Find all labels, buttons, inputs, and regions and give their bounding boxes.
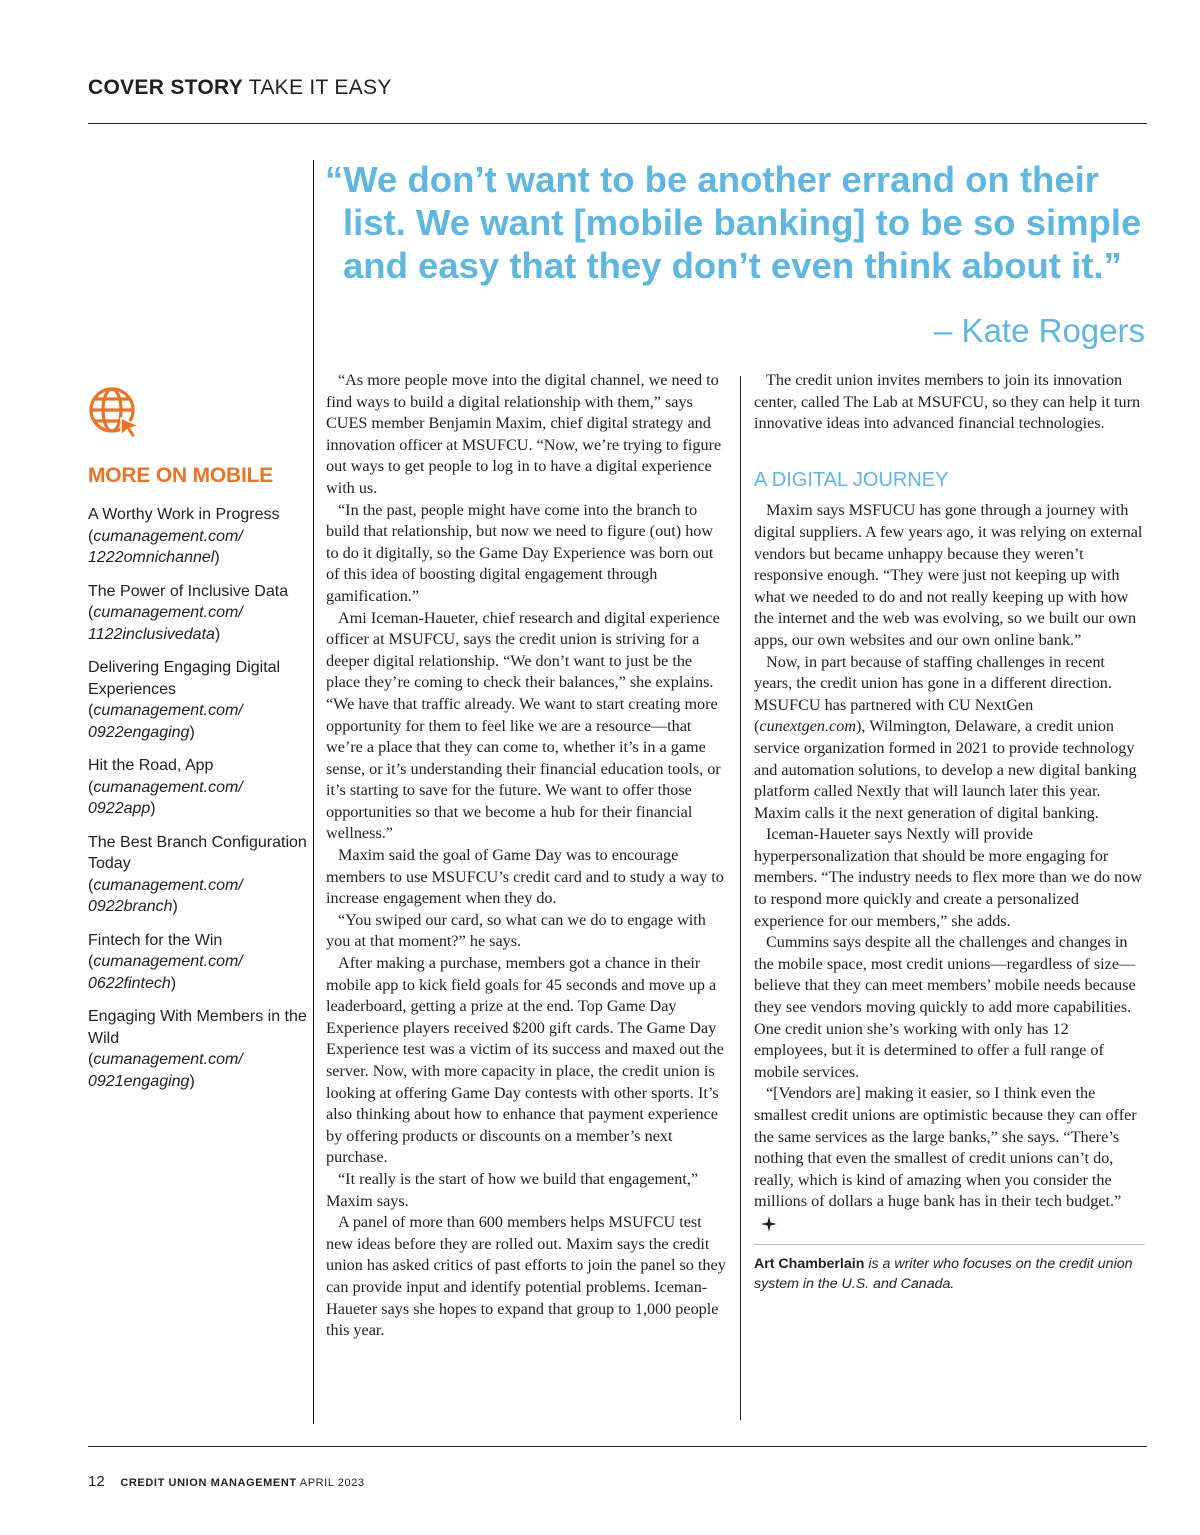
article-paragraph: A panel of more than 600 members helps MSUFCU test new ideas before they are rolled out. Maxim says the credit union has asked critics of past efforts to join the panel so they can provide input and identify potential problems. Iceman-Haueter says she hopes to expand that group to 1,000 people this year. — [326, 1213, 726, 1340]
article-column-2 — [754, 370, 1145, 1294]
sidebar — [88, 386, 308, 1092]
pull-quote-divider — [313, 160, 314, 1424]
sidebar-link-item[interactable] — [88, 1006, 308, 1092]
author-bio-text: is a writer who focuses on the credit union system in the U.S. and Canada. — [754, 1255, 1133, 1292]
sidebar-link-item[interactable] — [88, 504, 308, 569]
article-paragraph: Maxim says MSFUCU has gone through a journey with digital suppliers. A few years ago, it was relying on external vendors but became unhappy because they weren’t responsive enough. “They were just not keeping up with what we needed to do and not really keeping up with how the internet and the web was evolving, so we built our own apps, our own websites and our own online bank.” — [754, 501, 1143, 649]
author-name: Art Chamberlain — [754, 1255, 865, 1272]
article-paragraph: “As more people move into the digital channel, we need to find ways to build a digital relationship with them,” says CUES member Benjamin Maxim, chief digital strategy and innovation officer at MSUFCU. “Now, we’re trying to figure out ways to get people to log in to have a digital experience with us. — [326, 371, 722, 497]
page-header — [88, 76, 392, 100]
article-paragraph: “It really is the start of how we build that engagement,” Maxim says. — [326, 1169, 699, 1210]
nextgen-link[interactable]: cunextgen.com — [759, 717, 857, 736]
column-divider — [740, 376, 741, 1420]
sidebar-link-label: Fintech for the Win — [88, 931, 223, 949]
sidebar-link-label: Hit the Road, App — [88, 757, 214, 774]
globe-cursor-icon — [88, 386, 142, 440]
article-paragraph: Maxim said the goal of Game Day was to encourage members to use MSUFCU’s credit card and to study a way to increase engagement when they do. — [326, 846, 724, 908]
article-paragraph: Ami Iceman-Haueter, chief research and digital experience officer at MSUFCU, says the credit union is striving for a deeper digital relationship. “We don’t want to just be the place they’re coming to check their balances,” she explains. “We have that traffic already. We want to start creating more opportunity for them to feel like we are a resource—that we’re a place that they can come to, whether it’s in a game sense, or it’s understanding their financial education tools, or it’s starting to save for the future. We want to offer those opportunities so that we become a hub for their financial wellness.” — [326, 608, 721, 843]
sidebar-link-label: The Power of Inclusive Data — [88, 582, 289, 600]
sidebar-link-item[interactable] — [88, 581, 308, 646]
sidebar-link-item[interactable] — [88, 832, 308, 918]
sidebar-link-url[interactable]: (cumanagement.com/ 0922engaging) — [88, 702, 243, 741]
top-rule — [88, 123, 1147, 124]
section-label: COVER STORY — [88, 76, 243, 99]
final-paragraph-text: “[Vendors are] making it easier, so I think even the smallest credit unions are optimistic because they can offer the same services as the large banks,” she says. “There’s nothing that even the smallest of credit unions can’t do, really, which is kind of amazing when you consider the millions of dollars a huge bank has in their tech budget.” — [754, 1084, 1137, 1211]
sidebar-link-item[interactable] — [88, 755, 308, 820]
author-bio — [754, 1244, 1145, 1294]
nextgen-text-after: ), Wilmington, Delaware, a credit union service organization formed in 2021 to provide technology and automation solutions, to develop a new digital banking platform called Nextly that will launch later this year. Maxim calls it the next generation of digital banking. — [754, 717, 1137, 822]
sidebar-link-label: Delivering Engaging Digital Experiences — [88, 659, 281, 698]
sidebar-link-url[interactable]: (cumanagement.com/ 0921engaging) — [88, 1051, 243, 1090]
sidebar-link-url[interactable]: (cumanagement.com/ 1122inclusivedata) — [88, 604, 243, 643]
sidebar-link-url[interactable]: (cumanagement.com/ 0622fintech) — [88, 953, 243, 992]
sidebar-link-item[interactable] — [88, 930, 308, 995]
article-paragraph: Cummins says despite all the challenges and changes in the mobile space, most credit unions—regardless of size—believe that they can meet members’ mobile needs because they see vendors moving quickly to add more capabilities. One credit union she’s working with only has 12 employees, but it is determined to offer a full range of mobile services. — [754, 933, 1136, 1081]
sidebar-link-url[interactable]: (cumanagement.com/ 1222omnichannel) — [88, 527, 243, 566]
section-title: TAKE IT EASY — [248, 76, 392, 99]
sidebar-link-url[interactable]: (cumanagement.com/ 0922app) — [88, 778, 243, 817]
article-paragraph: Iceman-Haueter says Nextly will provide hyperpersonalization that should be more engaging for members. “The industry needs to flex more than we do now to respond more quickly and create a personalized experience for our members,” she adds. — [754, 825, 1142, 930]
pull-quote-attribution: – Kate Rogers — [934, 312, 1145, 349]
sidebar-link-label: A Worthy Work in Progress — [88, 506, 280, 523]
sidebar-link-label: Engaging With Members in the Wild — [88, 1008, 307, 1047]
page-number: 12 — [88, 1473, 105, 1490]
page-footer — [88, 1473, 365, 1490]
nextgen-text-before: Now, in part because of staffing challenges in recent years, the credit union has gone in a different direction. MSUFCU has partnered with CU NextGen ( — [754, 652, 1112, 736]
sidebar-title: MORE ON MOBILE — [88, 464, 274, 487]
column2-intro-paragraph: The credit union invites members to join its innovation center, called The Lab at MSUFCU, so they can help it turn innovative ideas into advanced financial technologies. — [754, 371, 1141, 433]
article-paragraph: “In the past, people might have come into the branch to build that relationship, but now we need to figure (out) how to do it digitally, so the Game Day Experience was born out of this idea of boosting digital engagement through gamification.” — [326, 500, 714, 605]
bottom-rule — [88, 1446, 1147, 1447]
pull-quote-text: “We don’t want to be another errand on their list. We want [mobile banking] to be so simple and easy that they don’t even think about it.” — [325, 159, 1142, 286]
sidebar-link-item[interactable] — [88, 657, 308, 743]
nextgen-paragraph — [754, 652, 1145, 825]
subhead: A DIGITAL JOURNEY — [754, 468, 949, 491]
article-paragraph: After making a purchase, members got a chance in their mobile app to kick field goals for 45 seconds and move up a leaderboard, getting a prize at the end. Top Game Day Experience players received $200 gift cards. The Game Day Experience test was a victim of its success and maxed out the server. Now, with more capacity in place, the credit union is looking at offering Game Day contests with other sports. It’s also thinking about how to enhance that payment experience by offering products or discounts on a member’s next purchase. — [326, 954, 724, 1167]
article-paragraph: “You swiped our card, so what can we do to engage with you at that moment?” he says. — [326, 910, 706, 951]
article-column-1 — [326, 370, 727, 1342]
issue-date: APRIL 2023 — [299, 1477, 365, 1489]
article-final-paragraph — [754, 1083, 1145, 1234]
sidebar-link-list — [88, 504, 308, 1092]
sidebar-link-label: The Best Branch Configuration Today — [88, 833, 307, 872]
pull-quote — [325, 158, 1145, 287]
publication-name: CREDIT UNION MANAGEMENT — [120, 1477, 297, 1489]
sidebar-link-url[interactable]: (cumanagement.com/ 0922branch) — [88, 876, 243, 915]
sparkle-end-icon — [760, 1215, 778, 1233]
